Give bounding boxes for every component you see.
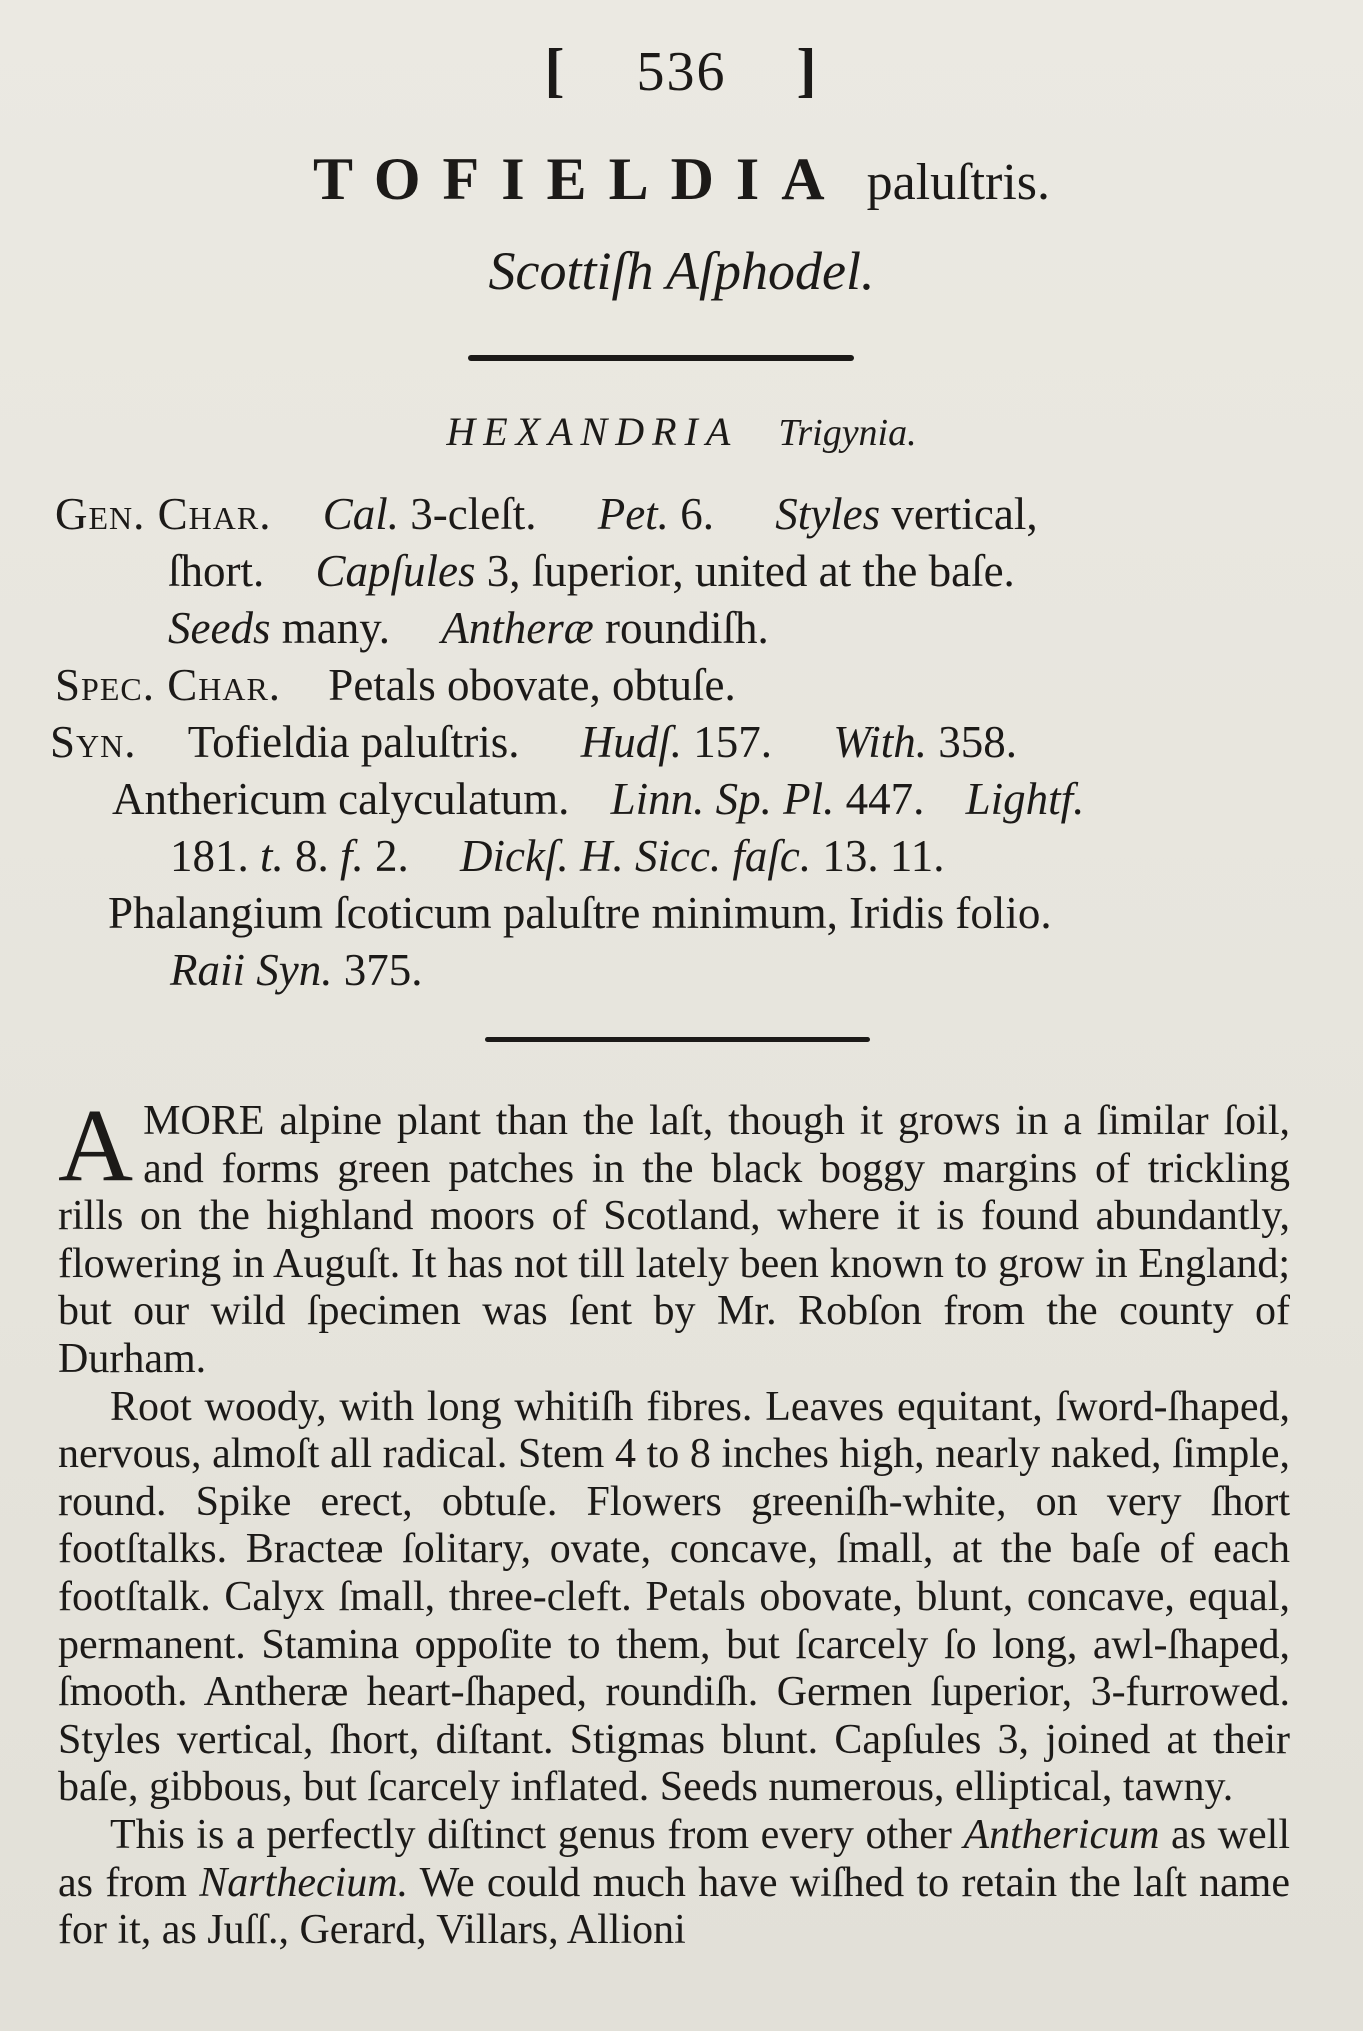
syn-lightf: Lightf. — [965, 774, 1085, 824]
genus-note-text-1: This is a perfectly diſtinct genus from every other — [110, 1811, 964, 1858]
syn-dicks-num: 13. 11. — [822, 831, 945, 881]
syn-line-5 — [170, 944, 422, 996]
linnaean-class: HEXANDRIA — [446, 409, 739, 454]
syn-raii: Raii Syn. — [170, 945, 333, 995]
gen-char-seeds-text: many. — [281, 603, 391, 653]
syn-raii-page: 375. — [343, 945, 423, 995]
classification — [0, 408, 1363, 455]
syn-label: Syn. — [50, 717, 137, 767]
syn-line-4 — [108, 887, 1052, 939]
syn-lightf-page: 181. — [170, 831, 249, 881]
genus-note-narthecium: Narthecium. — [199, 1859, 409, 1906]
syn-phalangium: Phalangium ſcoticum paluſtre minimum, Iridis folio. — [108, 888, 1052, 938]
syn-linn: Linn. Sp. Pl. — [610, 774, 835, 824]
gen-char-pet: Pet. — [597, 489, 669, 539]
gen-char-line-2 — [168, 545, 1015, 597]
page-number-close-bracket: ] — [796, 37, 819, 103]
syn-f-num: 2. — [375, 831, 409, 881]
gen-char-short: ſhort. — [168, 546, 265, 596]
spec-char-text: Petals obovate, obtuſe. — [328, 660, 736, 710]
gen-char-antherae-text: roundiſh. — [605, 603, 769, 653]
gen-char-antherae: Antheræ — [441, 603, 594, 653]
syn-line-1 — [50, 716, 1017, 768]
syn-t: t. — [260, 831, 284, 881]
gen-char-cal-text: 3-cleſt. — [410, 489, 537, 539]
opening-caps: MORE — [143, 1098, 265, 1144]
species-title — [0, 145, 1363, 214]
syn-f: f. — [340, 831, 364, 881]
syn-with-page: 358. — [938, 717, 1018, 767]
gen-char-label: Gen. Char. — [55, 489, 272, 539]
paragraph-description: Root woody, with long whitiſh fibres. Leaves equitant, ſword-ſhaped, nervous, almoſt all radical. Stem 4 to 8 inches high, nearly naked, ſimple, round. Spike erect, obtuſe. Flowers greeniſh-white, on very ſhort footſtalks. Bracteæ ſolitary, ovate, concave, ſmall, at the baſe of each footſtalk. Calyx ſmall, three-cleft. Petals obovate, blunt, concave, equal, permanent. Stamina oppoſite to them, but ſcarcely ſo long, awl-ſhaped, ſmooth. Antheræ heart-ſhaped, roundiſh. Germen ſuperior, 3-furrowed. Styles vertical, ſhort, diſtant. Stigmas blunt. Capſules 3, joined at their baſe, gibbous, but ſcarcely inflated. Seeds numerous, elliptical, tawny. — [58, 1383, 1290, 1811]
common-name: Scottiſh Aſphodel. — [488, 241, 875, 301]
gen-char-styles-text: vertical, — [891, 489, 1038, 539]
gen-char-pet-text: 6. — [680, 489, 714, 539]
syn-linn-page: 447. — [845, 774, 925, 824]
genus-note-anthericum: Anthericum — [963, 1811, 1160, 1858]
divider-rule-bottom — [485, 1037, 870, 1042]
syn-with: With. — [833, 717, 928, 767]
syn-huds-page: 157. — [693, 717, 773, 767]
paragraph-genus-note — [58, 1812, 1290, 1955]
gen-char-line-1 — [55, 488, 1038, 540]
page-number-open-bracket: [ — [544, 37, 567, 103]
syn-t-num: 8. — [295, 831, 329, 881]
spec-char-line — [55, 659, 736, 711]
paragraph-habitat-text: alpine plant than the laſt, though it grows in a ſimilar ſoil, and forms green patches in the black boggy margins of trickling rills on the highland moors of Scotland, where it is found abundantly, flowering in Auguſt. It has not till lately been known to grow in England; but our wild ſpecimen was ſent by Mr. Robſon from the county of Durham. — [58, 1098, 1290, 1382]
syn-dicks: Dickſ. H. Sicc. faſc. — [460, 831, 812, 881]
description-body — [58, 1088, 1290, 1955]
syn-huds: Hudſ. — [580, 717, 683, 767]
gen-char-line-3 — [168, 602, 769, 654]
spec-char-label: Spec. Char. — [55, 660, 282, 710]
paragraph-habitat — [58, 1088, 1290, 1384]
gen-char-capsules-text: 3, ſuperior, united at the baſe. — [486, 546, 1015, 596]
syn-line-3 — [170, 830, 945, 882]
gen-char-styles: Styles — [775, 489, 881, 539]
gen-char-seeds: Seeds — [168, 603, 271, 653]
drop-cap: A — [58, 1088, 134, 1203]
page-number-value: 536 — [636, 41, 727, 103]
genus-name: TOFIELDIA — [312, 146, 847, 212]
species-name: paluſtris. — [866, 154, 1051, 211]
linnaean-order: Trigynia. — [778, 412, 917, 454]
syn-line-2 — [112, 773, 1084, 825]
syn-anthericum: Anthericum calyculatum. — [112, 774, 570, 824]
syn-tofieldia: Tofieldia paluſtris. — [187, 717, 520, 767]
gen-char-capsules: Capſules — [315, 546, 476, 596]
gen-char-cal: Cal. — [322, 489, 400, 539]
genus-note-text-3: We could much have wiſhed to retain the laſt name for it, as Juſſ., Gerard, Villars, Allioni — [58, 1859, 1290, 1954]
genus-note-text-2: as well as from — [58, 1811, 1290, 1906]
divider-rule-top — [468, 355, 854, 361]
page-number — [0, 36, 1363, 105]
